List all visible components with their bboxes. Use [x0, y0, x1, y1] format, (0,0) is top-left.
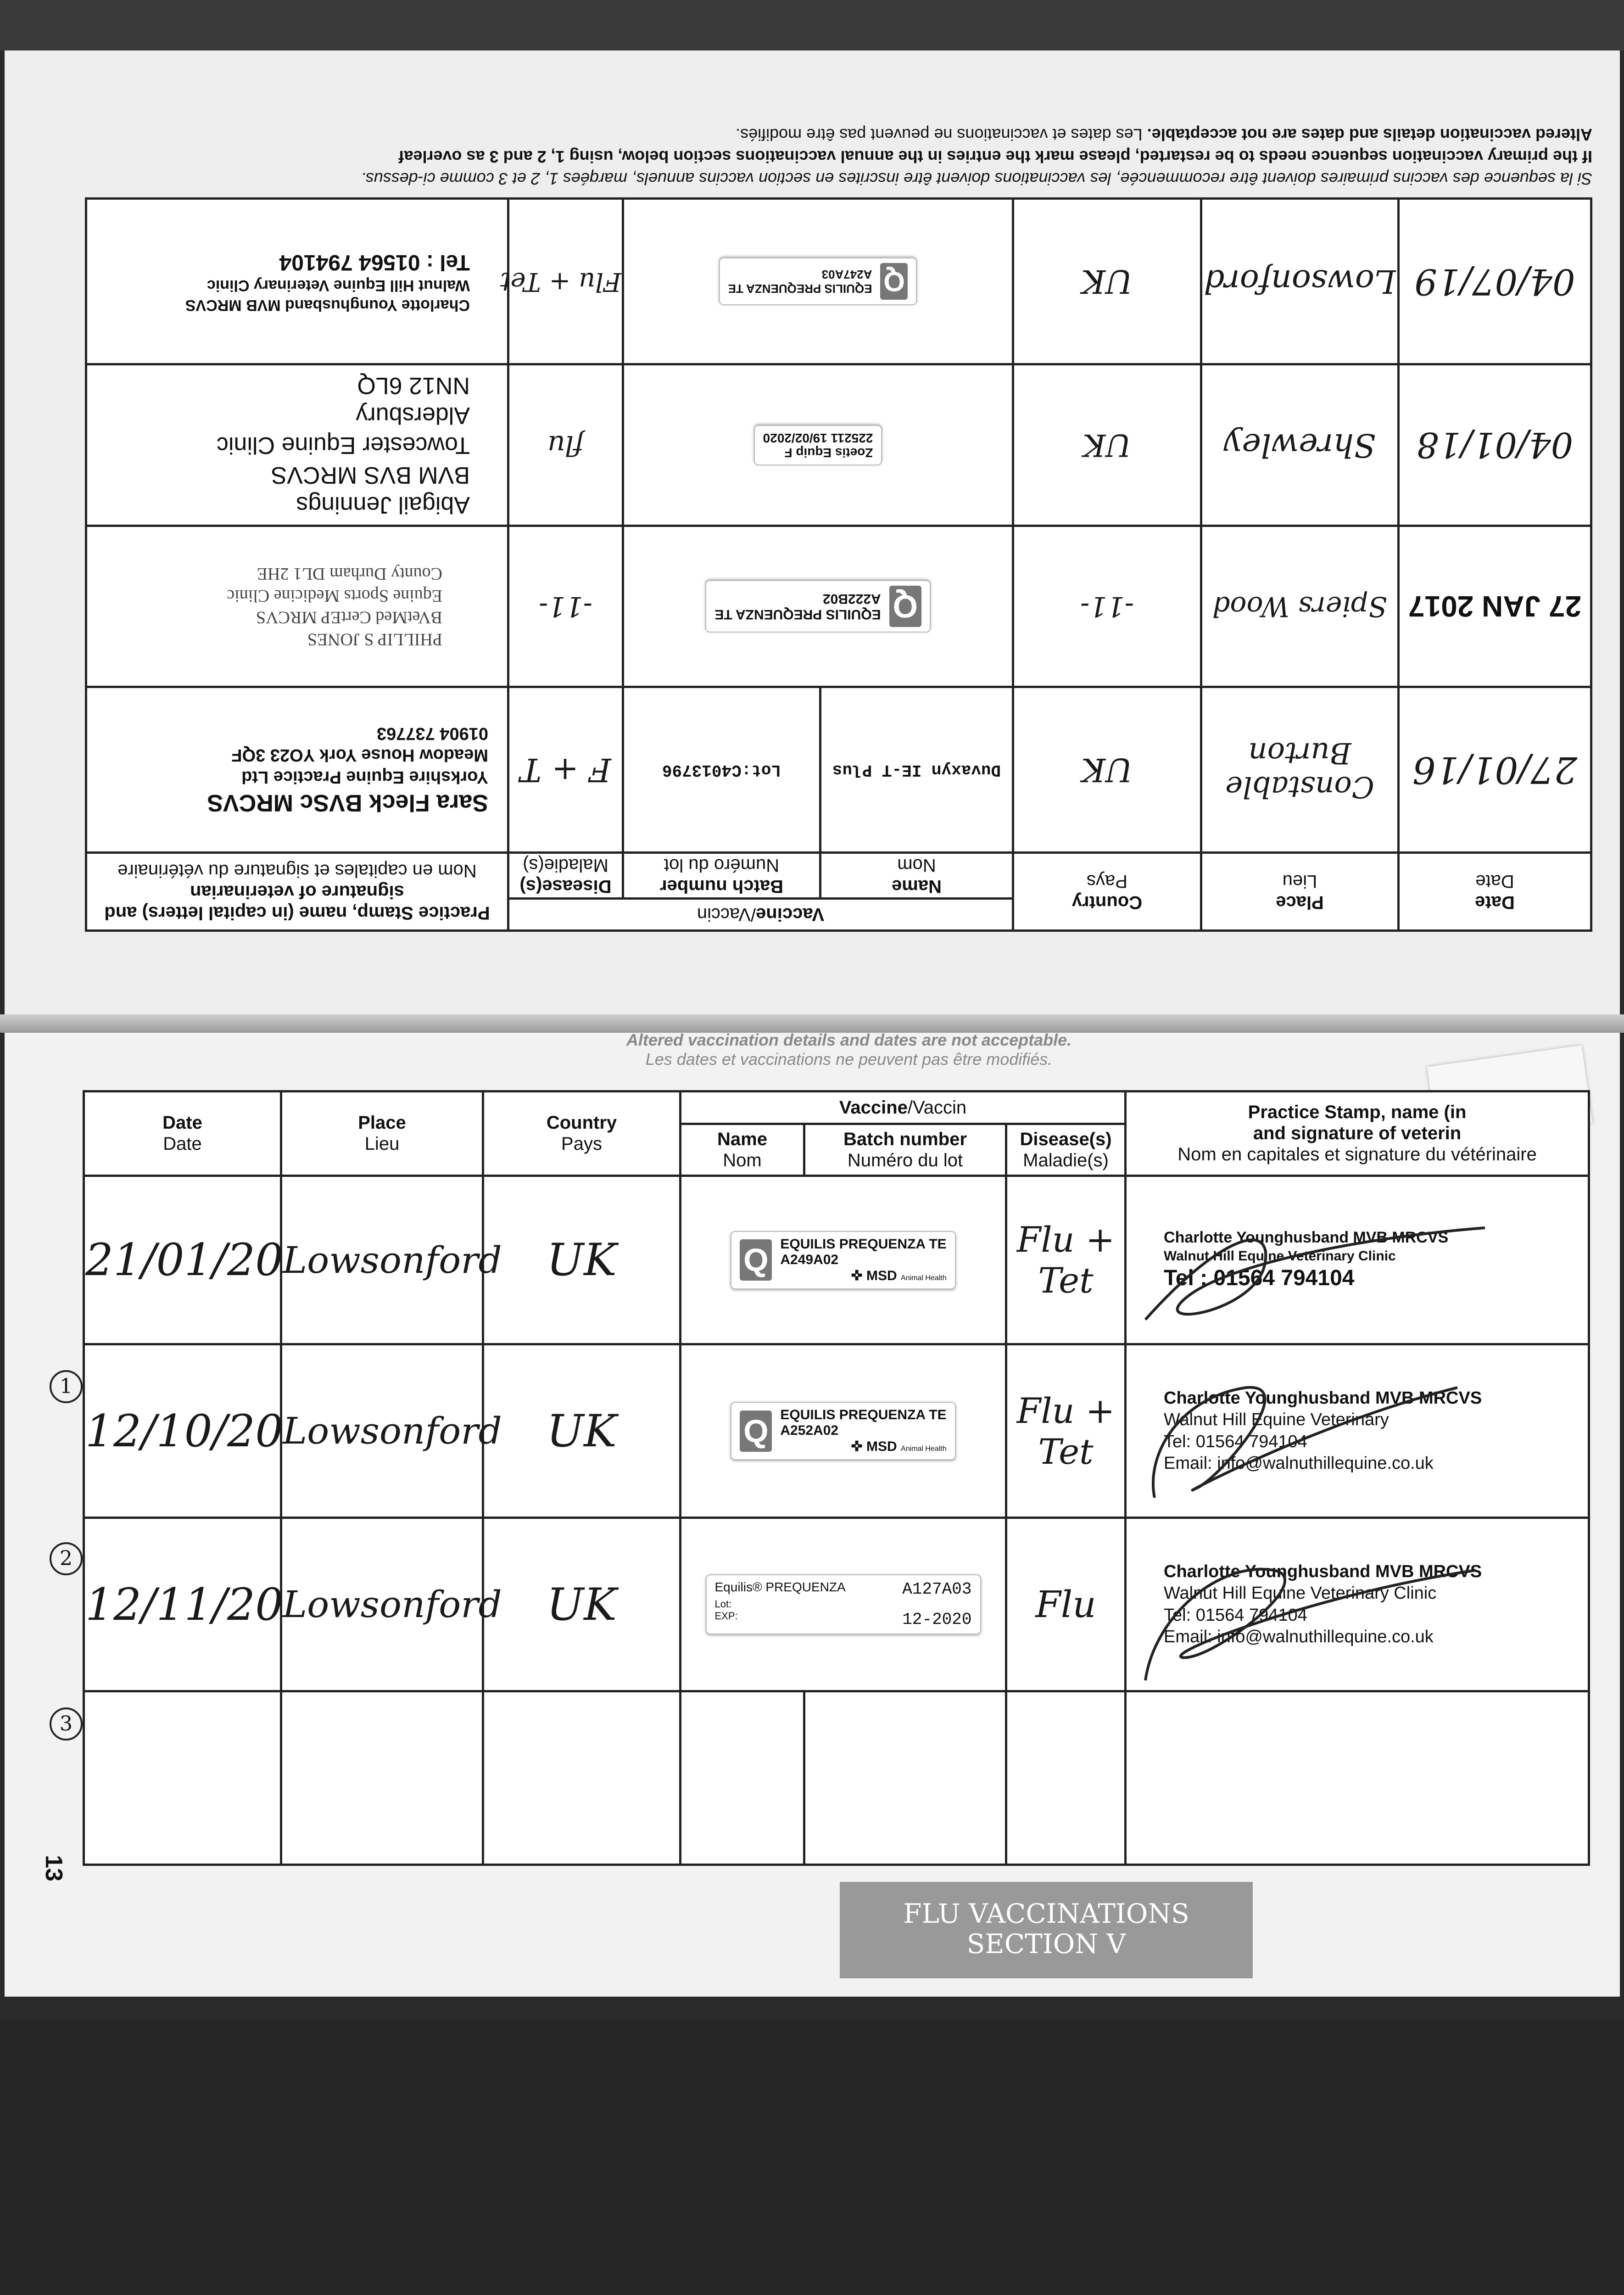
date-cell: 12/10/20	[84, 1344, 281, 1518]
header-name: Name Nom	[820, 853, 1013, 898]
vaccine-sticker: Q EQUILIS PREQUENZA TE A252A02 ✜ MSD Animal Health	[731, 1402, 955, 1460]
header-stamp: Practice Stamp, name (in and signature of veterin Nom en capitales et signature du vétérinaire	[1126, 1092, 1589, 1176]
batch-cell	[804, 1691, 1006, 1865]
stamp-cell: Abigail Jennings BVM BVS MRCVS Towcester Equine Clinic Aldersbury NN12 6LQ	[86, 364, 508, 526]
country-cell: -11-	[1013, 526, 1201, 687]
header-date: Date Date	[1399, 853, 1591, 931]
scan-bottom-border	[0, 2020, 1624, 2295]
lower-heading: Altered vaccination details and dates are not acceptable. Les dates et vaccinations ne peuvent pas être modifiés.	[626, 1030, 1072, 1069]
disease-cell: F + T	[508, 687, 623, 853]
table-row	[86, 199, 1591, 364]
q-logo-icon: Q	[740, 1411, 772, 1452]
q-logo-icon: Q	[889, 586, 921, 627]
header-date: Date Date	[84, 1092, 281, 1176]
date-cell: 21/01/20	[84, 1175, 281, 1344]
place-cell	[281, 1691, 483, 1865]
signature-icon	[1127, 1209, 1494, 1338]
vaccine-sticker: Q EQUILIS PREQUENZA TE A249A02 ✜ MSD Animal Health	[731, 1231, 955, 1289]
table-row	[84, 1691, 1589, 1865]
header-stamp: Practice Stamp, name (in capital letters) and signature of veterinarian Nom en capitales et signature du vétérinaire	[86, 853, 508, 931]
section-label: FLU VACCINATIONS SECTION V	[840, 1882, 1253, 1978]
page-number: 13	[40, 1855, 67, 1881]
vaccine-sticker-cell	[681, 1175, 1006, 1344]
country-cell	[483, 1691, 681, 1865]
vaccine-sticker-cell	[623, 199, 1013, 364]
stamp-cell	[1126, 1691, 1589, 1865]
date-cell: 27/01/16	[1399, 687, 1591, 853]
header-name: Name Nom	[681, 1124, 804, 1175]
place-cell: Spiers Wood	[1201, 526, 1399, 687]
header-batch: Batch number Numéro du lot	[623, 853, 820, 898]
place-cell: Lowsonford	[281, 1344, 483, 1518]
header-vaccine: Vaccine/Vaccin	[508, 898, 1013, 930]
vaccine-sticker-cell	[681, 1344, 1006, 1518]
header-country: Country Pays	[483, 1092, 681, 1176]
upper-vaccination-table-flipped	[87, 125, 1592, 932]
date-cell: 27 JAN 2017	[1399, 526, 1591, 687]
vaccine-sticker: Equilis® PREQUENZA A127A03 Lot: EXP: 12-2020	[706, 1574, 981, 1634]
disease-cell: flu	[508, 364, 623, 526]
vaccine-sticker-cell	[623, 364, 1013, 526]
stamp-cell: PHILLIP S JONES BVetMed CertEP MRCVS Equine Sports Medicine Clinic County Durham DL1 2HE	[86, 526, 508, 687]
msd-logo-icon: ✜	[851, 1268, 866, 1283]
name-cell	[681, 1691, 804, 1865]
table-row	[86, 687, 1591, 853]
disease-cell: Flu	[1006, 1518, 1126, 1691]
vaccine-sticker-cell	[623, 526, 1013, 687]
stamp-cell: Charlotte Younghusband MVB MRCVS Walnut Hill Equine Veterinary Tel: 01564 794104 Email: info@walnuthillequine.co.uk	[1126, 1344, 1589, 1518]
date-cell: 04/07/19	[1399, 199, 1591, 364]
disease-cell	[1006, 1691, 1126, 1865]
q-logo-icon: Q	[740, 1239, 772, 1281]
place-cell: Shrewley	[1201, 364, 1399, 526]
place-cell: Constable Burton	[1201, 687, 1399, 853]
country-cell: UK	[1013, 687, 1201, 853]
upper-table	[85, 197, 1592, 932]
sequence-marker: 1	[50, 1370, 83, 1403]
table-row	[84, 1344, 1589, 1518]
stamp-cell: Sara Fleck BVSc MRCVS Yorkshire Equine Practice Ltd Meadow House York YO23 3QF 01904 737763	[86, 687, 508, 853]
header-place: Place Lieu	[1201, 853, 1399, 931]
disease-cell: Flu + Tet	[508, 199, 623, 364]
sequence-marker: 2	[50, 1542, 83, 1575]
header-disease: Disease(s) Maladie(s)	[1006, 1124, 1126, 1175]
disease-cell: Flu + Tet	[1006, 1175, 1126, 1344]
batch-cell: Lot:C4013796	[623, 687, 820, 853]
vaccine-sticker: Q EQUILIS PREQUENZA TE A247A03	[719, 257, 917, 305]
date-cell: 04/01/18	[1399, 364, 1591, 526]
place-cell: Lowsonford	[281, 1518, 483, 1691]
stamp-cell: Charlotte Younghusband MVB MRCVS Walnut Hill Equine Veterinary Clinic Tel : 01564 794104	[1126, 1175, 1589, 1344]
table-row	[86, 364, 1591, 526]
disease-cell: -11-	[508, 526, 623, 687]
country-cell: UK	[483, 1518, 681, 1691]
date-cell	[84, 1691, 281, 1865]
header-place: Place Lieu	[281, 1092, 483, 1176]
place-cell: Lowsonford	[281, 1175, 483, 1344]
vaccine-sticker: Zoetis Equip F 225211 19/02/2020	[754, 425, 882, 465]
header-country: Country Pays	[1013, 853, 1201, 931]
header-vaccine: Vaccine/Vaccin	[681, 1092, 1126, 1124]
sequence-marker: 3	[50, 1707, 83, 1741]
book-gutter	[0, 1014, 1624, 1033]
country-cell: UK	[1013, 199, 1201, 364]
country-cell: UK	[483, 1344, 681, 1518]
upper-instructions: Si la sequence des vaccins primaires doivent être recommencée, les vaccinations doivent être inscrites en section vaccins annuels, marqées 1, 2 et 3 comme ci-dessus. If the primary vaccination sequence needs to be restarted, please mark the entries in the annual vaccinations section below, using 1, 2 and 3 as overleaf Altered vaccination details and dates are not acceptable. Les dates et vaccinations ne peuvent pas être modifiés.	[361, 125, 1592, 188]
date-cell: 12/11/20	[84, 1518, 281, 1691]
header-disease: Disease(s) Maladie(s)	[508, 853, 623, 898]
scan-top-border	[0, 0, 1624, 50]
vaccine-sticker-cell	[681, 1518, 1006, 1691]
country-cell: UK	[483, 1175, 681, 1344]
stamp-cell: Charlotte Younghusband MVB MRCVS Walnut Hill Equine Veterinary Clinic Tel: 01564 794104 Email: info@walnuthillequine.co.uk	[1126, 1518, 1589, 1691]
disease-cell: Flu + Tet	[1006, 1344, 1126, 1518]
name-cell: Duvaxyn IE-T Plus	[820, 687, 1013, 853]
lower-table	[83, 1090, 1590, 1866]
table-row	[84, 1518, 1589, 1691]
signature-icon	[1127, 1369, 1494, 1516]
place-cell: Lowsonford	[1201, 199, 1399, 364]
table-row	[84, 1175, 1589, 1344]
country-cell: UK	[1013, 364, 1201, 526]
q-logo-icon: Q	[880, 263, 908, 300]
header-batch: Batch number Numéro du lot	[804, 1124, 1006, 1175]
vaccine-sticker: Q EQUILIS PREQUENZA TE A222B02	[705, 580, 930, 633]
signature-icon	[1127, 1543, 1494, 1690]
table-row	[86, 526, 1591, 687]
msd-logo-icon: ✜	[851, 1439, 866, 1455]
stamp-cell: Charlotte Younghusband MVB MRCVS Walnut Hill Equine Veterinary Clinic Tel : 01564 794104	[86, 199, 508, 364]
